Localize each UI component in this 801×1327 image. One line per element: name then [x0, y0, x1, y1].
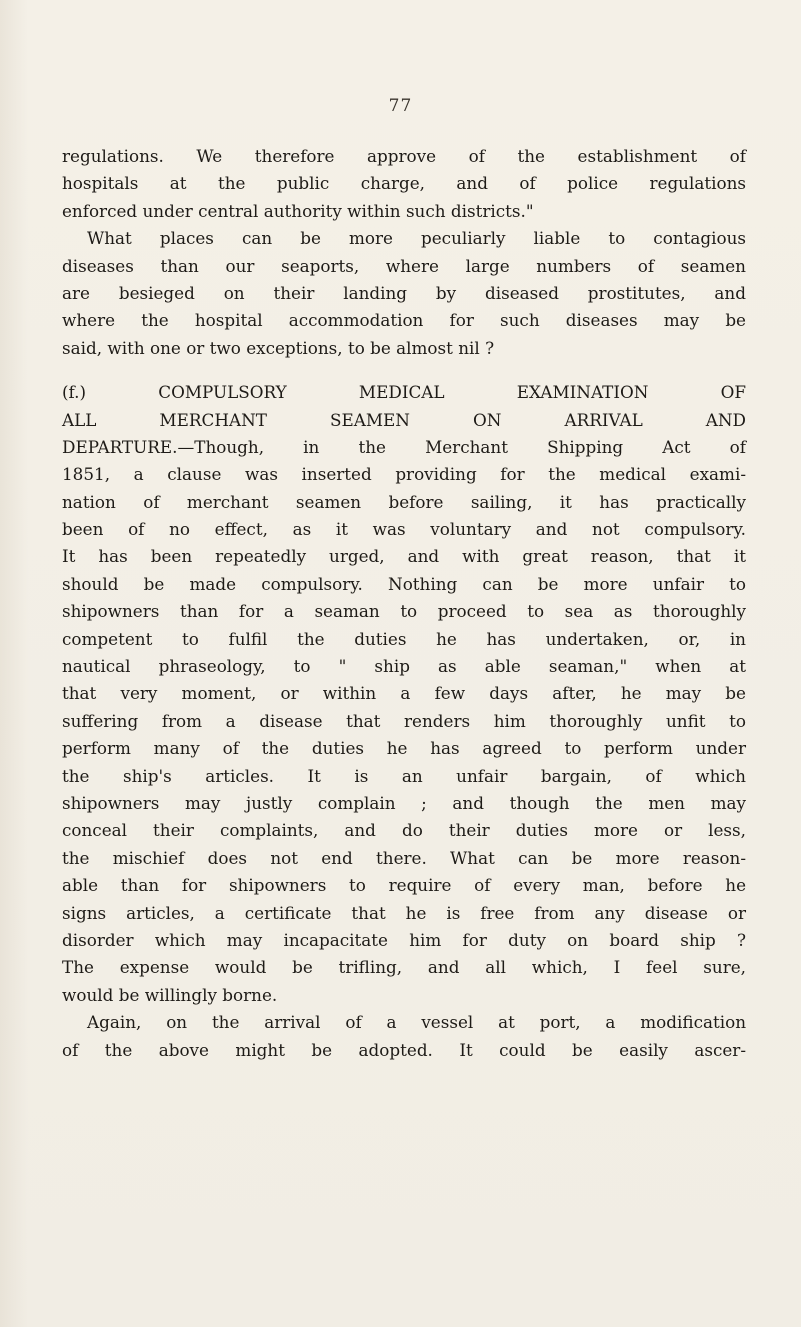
text-line: the ship's articles. It is an unfair bargain, of which	[62, 765, 746, 786]
section-heading-line: ALL MERCHANT SEAMEN ON ARRIVAL AND	[62, 409, 746, 430]
text-line: been of no effect, as it was voluntary and not compulsory.	[62, 519, 746, 540]
text-line: signs articles, a certificate that he is free from any disease or	[62, 902, 746, 923]
paragraph	[62, 225, 746, 362]
text-line: Again, on the arrival of a vessel at port, a modification	[87, 1012, 746, 1033]
section-heading-line: (f.) COMPULSORY MEDICAL EXAMINATION OF	[62, 382, 746, 403]
text-line: would be willingly borne.	[62, 984, 278, 1005]
paragraph-gap	[62, 362, 746, 379]
paragraph	[62, 143, 746, 225]
text-line: are besieged on their landing by diseased prostitutes, and	[62, 282, 746, 303]
text-line: What places can be more peculiarly liable to contagious	[87, 228, 746, 249]
text-line: disorder which may incapacitate him for duty on board ship ?	[62, 929, 746, 950]
page-number: 77	[388, 96, 413, 116]
text-line: shipowners may justly complain ; and though the men may	[62, 792, 746, 813]
text-line: that very moment, or within a few days after, he may be	[62, 683, 746, 704]
text-line: should be made compulsory. Nothing can be more unfair to	[62, 573, 746, 594]
text-line: It has been repeatedly urged, and with great reason, that it	[62, 546, 746, 567]
text-line: DEPARTURE.—Though, in the Merchant Shipping Act of	[62, 436, 746, 457]
text-line: regulations. We therefore approve of the establishment of	[62, 146, 746, 166]
text-line: diseases than our seaports, where large numbers of seamen	[62, 255, 746, 276]
text-line: competent to fulfil the duties he has undertaken, or, in	[62, 628, 746, 649]
text-line: hospitals at the public charge, and of police regulations	[62, 173, 746, 194]
text-line: said, with one or two exceptions, to be almost nil ?	[62, 337, 495, 358]
text-line: perform many of the duties he has agreed to perform under	[62, 738, 746, 759]
text-line: able than for shipowners to require of every man, before he	[62, 875, 746, 896]
text-line: 1851, a clause was inserted providing for the medical exami-	[62, 464, 746, 485]
section-paragraph	[62, 379, 746, 1009]
text-line: where the hospital accommodation for such diseases may be	[62, 310, 746, 331]
text-line: nation of merchant seamen before sailing, it has practically	[62, 491, 746, 512]
text-line: conceal their complaints, and do their duties more or less,	[62, 820, 746, 841]
text-line: enforced under central authority within such districts."	[62, 200, 534, 221]
text-line: shipowners than for a seaman to proceed to sea as thoroughly	[62, 601, 746, 622]
paragraph	[62, 1009, 746, 1064]
text-line: of the above might be adopted. It could be easily ascer-	[62, 1039, 746, 1060]
text-line: the mischief does not end there. What can be more reason-	[62, 847, 746, 868]
text-line: The expense would be trifling, and all which, I feel sure,	[62, 957, 746, 978]
text-line: suffering from a disease that renders him thoroughly unfit to	[62, 710, 746, 731]
text-line: nautical phraseology, to " ship as able seaman," when at	[62, 656, 746, 677]
body-text	[62, 143, 746, 1064]
